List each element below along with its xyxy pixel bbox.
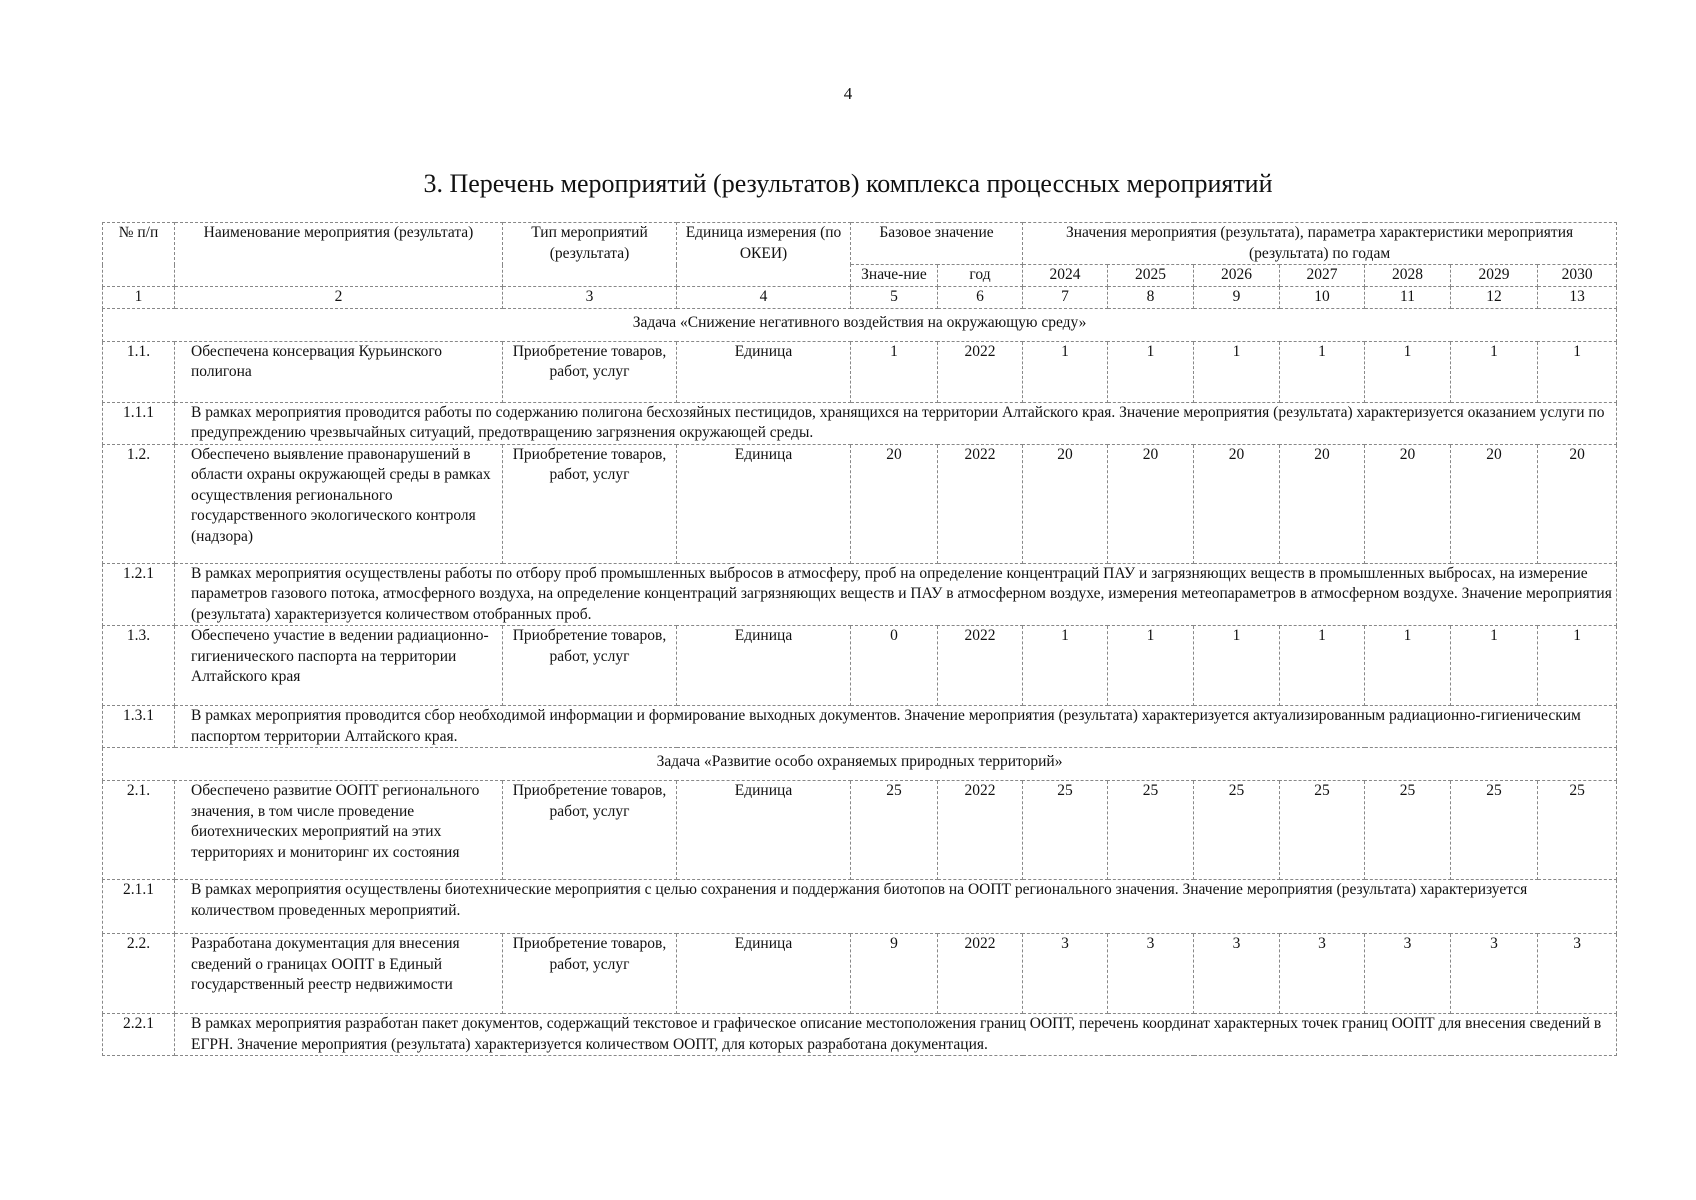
- measure-no: 1.1.: [103, 341, 175, 402]
- column-index: 11: [1365, 286, 1451, 308]
- measure-description-row: [103, 706, 1617, 748]
- measures-table: [102, 222, 1617, 1056]
- measure-unit: Единица: [677, 626, 851, 706]
- description-text: В рамках мероприятия осуществлены биотехнические мероприятия с целью сохранения и поддержания биотопов на ООПТ регионального значения. Значение мероприятия (результата) характеризуется количеством проведенных мероприятий.: [175, 880, 1617, 934]
- measure-row: [103, 626, 1617, 706]
- year-value: 1: [1280, 341, 1365, 402]
- column-index: 4: [677, 286, 851, 308]
- header-base-value: Значе-ние: [851, 265, 938, 287]
- header-year: 2029: [1451, 265, 1538, 287]
- measures-table-container: [102, 222, 1616, 1056]
- year-value: 1: [1108, 626, 1194, 706]
- measure-name: Разработана документация для внесения сведений о границах ООПТ в Единый государственный реестр недвижимости: [175, 934, 503, 1014]
- year-value: 20: [1194, 444, 1280, 563]
- year-value: 25: [1365, 781, 1451, 880]
- column-index: 10: [1280, 286, 1365, 308]
- measure-name: Обеспечено развитие ООПТ регионального значения, в том числе проведение биотехнических мероприятий на этих территориях и мониторинг их состояния: [175, 781, 503, 880]
- measure-row: [103, 934, 1617, 1014]
- base-value: 0: [851, 626, 938, 706]
- measure-type: Приобретение товаров, работ, услуг: [503, 341, 677, 402]
- year-value: 25: [1451, 781, 1538, 880]
- header-no: № п/п: [103, 223, 175, 287]
- measure-unit: Единица: [677, 341, 851, 402]
- year-value: 1: [1023, 341, 1108, 402]
- year-value: 1: [1451, 341, 1538, 402]
- column-index: 5: [851, 286, 938, 308]
- measure-description-row: [103, 402, 1617, 444]
- year-value: 3: [1023, 934, 1108, 1014]
- header-unit: Единица измерения (по ОКЕИ): [677, 223, 851, 287]
- header-base: Базовое значение: [851, 223, 1023, 265]
- header-row: [103, 223, 1617, 265]
- task-row: [103, 308, 1617, 341]
- base-value: 9: [851, 934, 938, 1014]
- year-value: 25: [1538, 781, 1617, 880]
- year-value: 1: [1280, 626, 1365, 706]
- column-index: 12: [1451, 286, 1538, 308]
- task-title: Задача «Снижение негативного воздействия на окружающую среду»: [103, 308, 1617, 341]
- measure-unit: Единица: [677, 934, 851, 1014]
- measure-no: 2.2.: [103, 934, 175, 1014]
- year-value: 25: [1023, 781, 1108, 880]
- header-values: Значения мероприятия (результата), параметра характеристики мероприятия (результата) по годам: [1023, 223, 1617, 265]
- header-year: 2027: [1280, 265, 1365, 287]
- measure-row: [103, 444, 1617, 563]
- header-year: 2028: [1365, 265, 1451, 287]
- base-year: 2022: [938, 626, 1023, 706]
- column-index: 9: [1194, 286, 1280, 308]
- header-base-year: год: [938, 265, 1023, 287]
- year-value: 1: [1365, 626, 1451, 706]
- year-value: 3: [1108, 934, 1194, 1014]
- year-value: 1: [1108, 341, 1194, 402]
- base-year: 2022: [938, 934, 1023, 1014]
- column-index: 3: [503, 286, 677, 308]
- description-no: 1.1.1: [103, 402, 175, 444]
- measure-name: Обеспечено выявление правонарушений в области охраны окружающей среды в рамках осуществления регионального государственного экологического контроля (надзора): [175, 444, 503, 563]
- measure-no: 2.1.: [103, 781, 175, 880]
- column-index: 1: [103, 286, 175, 308]
- year-value: 3: [1194, 934, 1280, 1014]
- year-value: 25: [1108, 781, 1194, 880]
- measure-no: 1.2.: [103, 444, 175, 563]
- measure-unit: Единица: [677, 444, 851, 563]
- description-text: В рамках мероприятия проводится работы по содержанию полигона бесхозяйных пестицидов, хранящихся на территории Алтайского края. Значение мероприятия (результата) характеризуется оказанием услуги по предупреждению чрезвычайных ситуаций, предотвращению загрязнения окружающей среды.: [175, 402, 1617, 444]
- header-type: Тип мероприятий (результата): [503, 223, 677, 287]
- measure-type: Приобретение товаров, работ, услуг: [503, 934, 677, 1014]
- measure-unit: Единица: [677, 781, 851, 880]
- year-value: 20: [1023, 444, 1108, 563]
- description-no: 2.1.1: [103, 880, 175, 934]
- measure-row: [103, 341, 1617, 402]
- measure-name: Обеспечено участие в ведении радиационно-гигиенического паспорта на территории Алтайского края: [175, 626, 503, 706]
- description-no: 1.2.1: [103, 563, 175, 626]
- header-year: 2025: [1108, 265, 1194, 287]
- year-value: 3: [1538, 934, 1617, 1014]
- year-value: 20: [1280, 444, 1365, 563]
- year-value: 1: [1538, 626, 1617, 706]
- column-index: 2: [175, 286, 503, 308]
- measure-type: Приобретение товаров, работ, услуг: [503, 626, 677, 706]
- measure-description-row: [103, 1014, 1617, 1056]
- header-year: 2026: [1194, 265, 1280, 287]
- table-body: [103, 223, 1617, 1056]
- base-year: 2022: [938, 444, 1023, 563]
- year-value: 1: [1451, 626, 1538, 706]
- year-value: 25: [1194, 781, 1280, 880]
- task-row: [103, 748, 1617, 781]
- task-title: Задача «Развитие особо охраняемых природных территорий»: [103, 748, 1617, 781]
- description-no: 2.2.1: [103, 1014, 175, 1056]
- column-index: 6: [938, 286, 1023, 308]
- year-value: 3: [1451, 934, 1538, 1014]
- year-value: 1: [1365, 341, 1451, 402]
- column-index: 7: [1023, 286, 1108, 308]
- year-value: 1: [1194, 341, 1280, 402]
- year-value: 20: [1451, 444, 1538, 563]
- base-value: 20: [851, 444, 938, 563]
- year-value: 25: [1280, 781, 1365, 880]
- page-number: 4: [843, 84, 853, 103]
- measure-description-row: [103, 563, 1617, 626]
- year-value: 20: [1538, 444, 1617, 563]
- year-value: 3: [1365, 934, 1451, 1014]
- base-year: 2022: [938, 781, 1023, 880]
- description-no: 1.3.1: [103, 706, 175, 748]
- column-index-row: [103, 286, 1617, 308]
- base-value: 1: [851, 341, 938, 402]
- page-title: 3. Перечень мероприятий (результатов) комплекса процессных мероприятий: [423, 169, 1273, 198]
- column-index: 8: [1108, 286, 1194, 308]
- year-value: 1: [1194, 626, 1280, 706]
- measure-no: 1.3.: [103, 626, 175, 706]
- year-value: 20: [1108, 444, 1194, 563]
- base-value: 25: [851, 781, 938, 880]
- base-year: 2022: [938, 341, 1023, 402]
- description-text: В рамках мероприятия разработан пакет документов, содержащий текстовое и графическое описание местоположения границ ООПТ, перечень координат характерных точек границ ООПТ для внесения сведений в ЕГРН. Значение мероприятия (результата) характеризуется количеством ООПТ, для которых разработана документация.: [175, 1014, 1617, 1056]
- measure-row: [103, 781, 1617, 880]
- year-value: 3: [1280, 934, 1365, 1014]
- measure-name: Обеспечена консервация Курьинского полигона: [175, 341, 503, 402]
- column-index: 13: [1538, 286, 1617, 308]
- header-year: 2030: [1538, 265, 1617, 287]
- description-text: В рамках мероприятия проводится сбор необходимой информации и формирование выходных документов. Значение мероприятия (результата) характеризуется актуализированным радиационно-гигиеническим паспортом территории Алтайского края.: [175, 706, 1617, 748]
- measure-type: Приобретение товаров, работ, услуг: [503, 444, 677, 563]
- header-name: Наименование мероприятия (результата): [175, 223, 503, 287]
- measure-description-row: [103, 880, 1617, 934]
- year-value: 1: [1538, 341, 1617, 402]
- year-value: 1: [1023, 626, 1108, 706]
- year-value: 20: [1365, 444, 1451, 563]
- measure-type: Приобретение товаров, работ, услуг: [503, 781, 677, 880]
- header-year: 2024: [1023, 265, 1108, 287]
- description-text: В рамках мероприятия осуществлены работы по отбору проб промышленных выбросов в атмосферу, проб на определение концентраций ПАУ и загрязняющих веществ в промышленных выбросах, на измерение параметров газового потока, атмосферного воздуха, на определение концентраций загрязняющих веществ и ПАУ в атмосферном воздухе, измерения метеопараметров в атмосферном воздухе. Значение мероприятия (результата) характеризуется количеством отобранных проб.: [175, 563, 1617, 626]
